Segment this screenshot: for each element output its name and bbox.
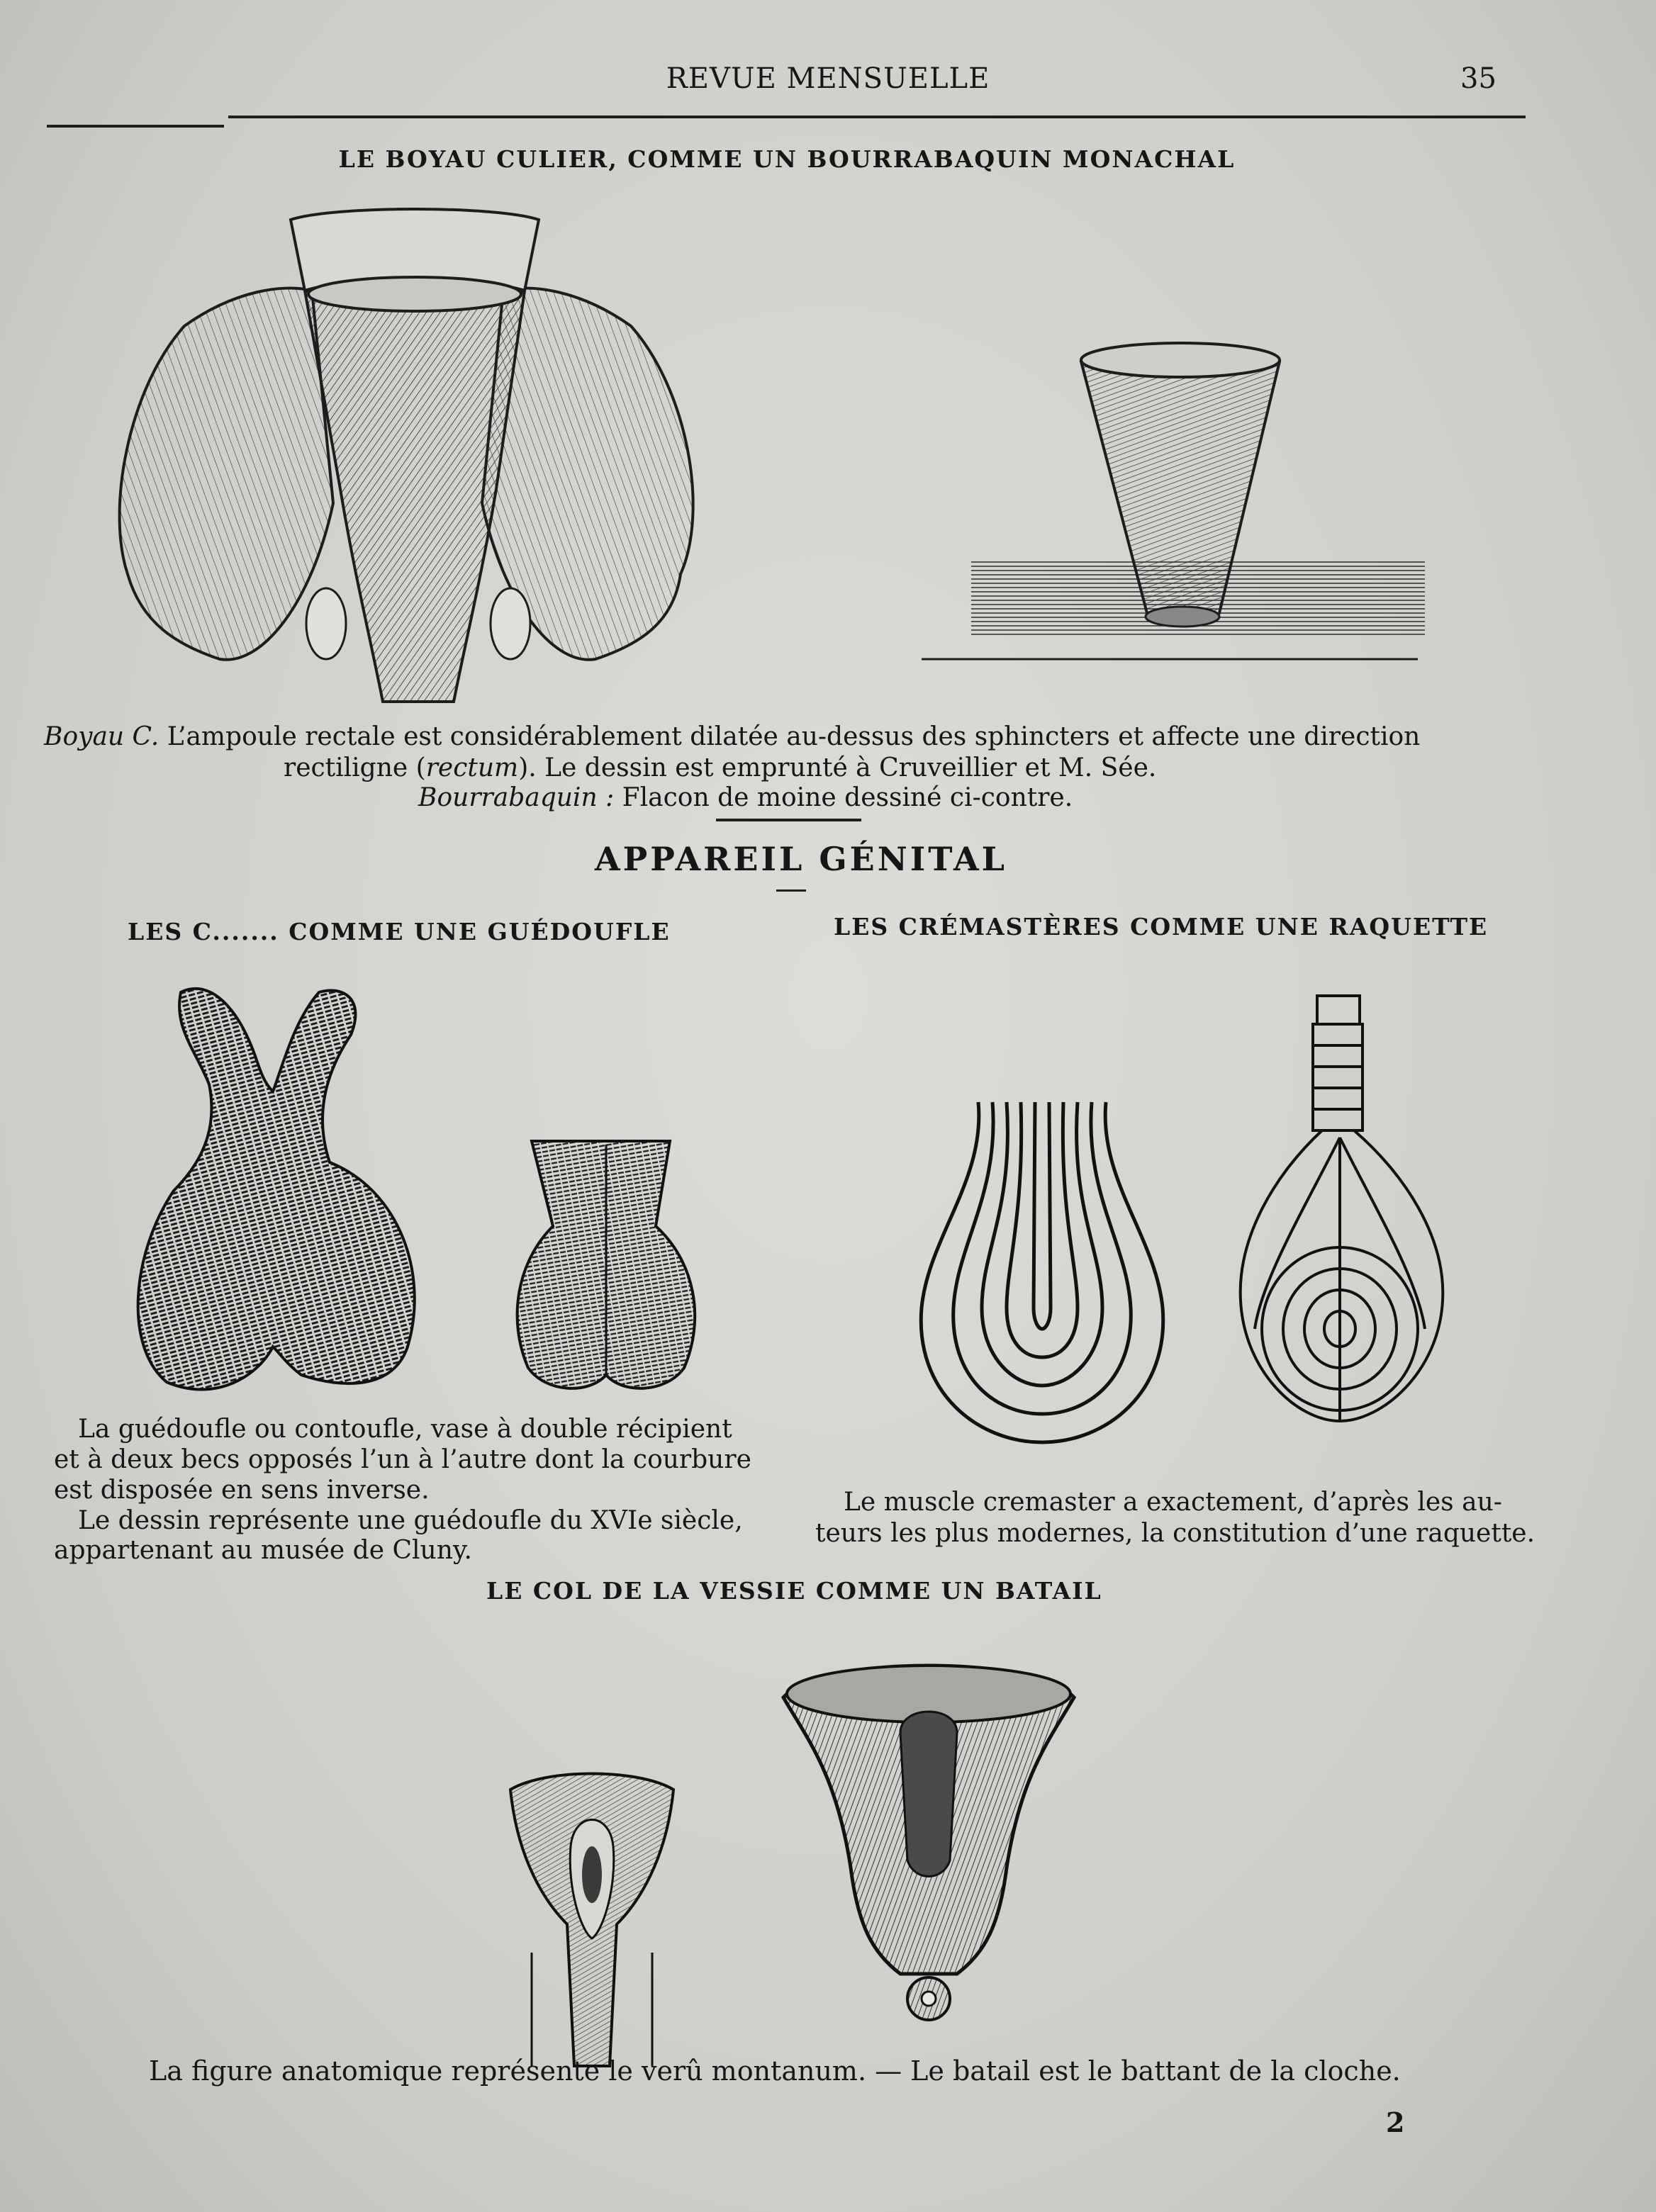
page-number: 35 [1460, 62, 1496, 95]
caption-batail: La figure anatomique représente le verû montanum. — Le batail est le battant de la cloche. [149, 2055, 1401, 2087]
caption-guedoufle-line4: Le dessin représente une guédoufle du XVIe siècle, [78, 1506, 743, 1535]
guedoufle-vase-illustration [510, 1134, 702, 1396]
header-rule-right [228, 116, 1526, 118]
caption-label-bourrabaquin: Bourrabaquin : [418, 783, 615, 812]
running-header: REVUE MENSUELLE [666, 62, 990, 95]
title-underline [776, 889, 806, 892]
caption-boyau-line2 [284, 753, 1156, 784]
caption-bourrabaquin-line [418, 782, 1073, 814]
heading-cremasteres: LES CRÉMASTÈRES COMME UNE RAQUETTE [834, 913, 1489, 941]
caption-line2-pre: rectiligne ( [284, 753, 426, 782]
section-divider [716, 819, 861, 821]
bell-batail-illustration [780, 1655, 1078, 2038]
caption-guedoufle-line5: appartenant au musée de Cluny. [54, 1536, 472, 1565]
caption-line2-post: ). Le dessin est emprunté à Cruveillier et M. Sée. [518, 753, 1157, 782]
header-rule-left [47, 125, 224, 128]
veru-montanum-illustration [503, 1768, 681, 2066]
anatomical-c-illustration [131, 978, 429, 1403]
bourrabaquin-flask-illustration [922, 326, 1432, 666]
section-title-appareil-genital: APPAREIL GÉNITAL [594, 840, 1008, 878]
caption-text-boyau: L’ampoule rectale est considérablement dilatée au-dessus des sphincters et affecte une direction [167, 722, 1421, 751]
caption-guedoufle-line1: La guédoufle ou contoufle, vase à double récipient [78, 1415, 732, 1444]
cremaster-muscle-illustration [914, 1095, 1170, 1449]
caption-guedoufle-line3: est disposée en sens inverse. [54, 1476, 430, 1505]
signature-mark: 2 [1386, 2106, 1405, 2138]
caption-text-bourrabaquin: Flacon de moine dessiné ci-contre. [622, 783, 1073, 812]
caption-boyau-line1 [44, 722, 1420, 753]
section-heading-boyau: LE BOYAU CULIER, COMME UN BOURRABAQUIN MONACHAL [338, 145, 1236, 173]
caption-label-boyau: Boyau C. [44, 722, 160, 751]
caption-cremaster-line2: teurs les plus modernes, la constitution d’une raquette. [815, 1519, 1535, 1548]
caption-cremaster-line1: Le muscle cremaster a exactement, d’après les au- [844, 1488, 1502, 1517]
heading-col-vessie: LE COL DE LA VESSIE COMME UN BATAIL [486, 1577, 1102, 1605]
racquet-illustration [1233, 996, 1453, 1428]
caption-line2-italic: rectum [425, 753, 519, 782]
caption-guedoufle-line2: et à deux becs opposés l’un à l’autre dont la courbure [54, 1445, 751, 1474]
pelvis-rectum-illustration [99, 206, 716, 716]
heading-guedoufle: LES C....... COMME UNE GUÉDOUFLE [128, 918, 671, 945]
